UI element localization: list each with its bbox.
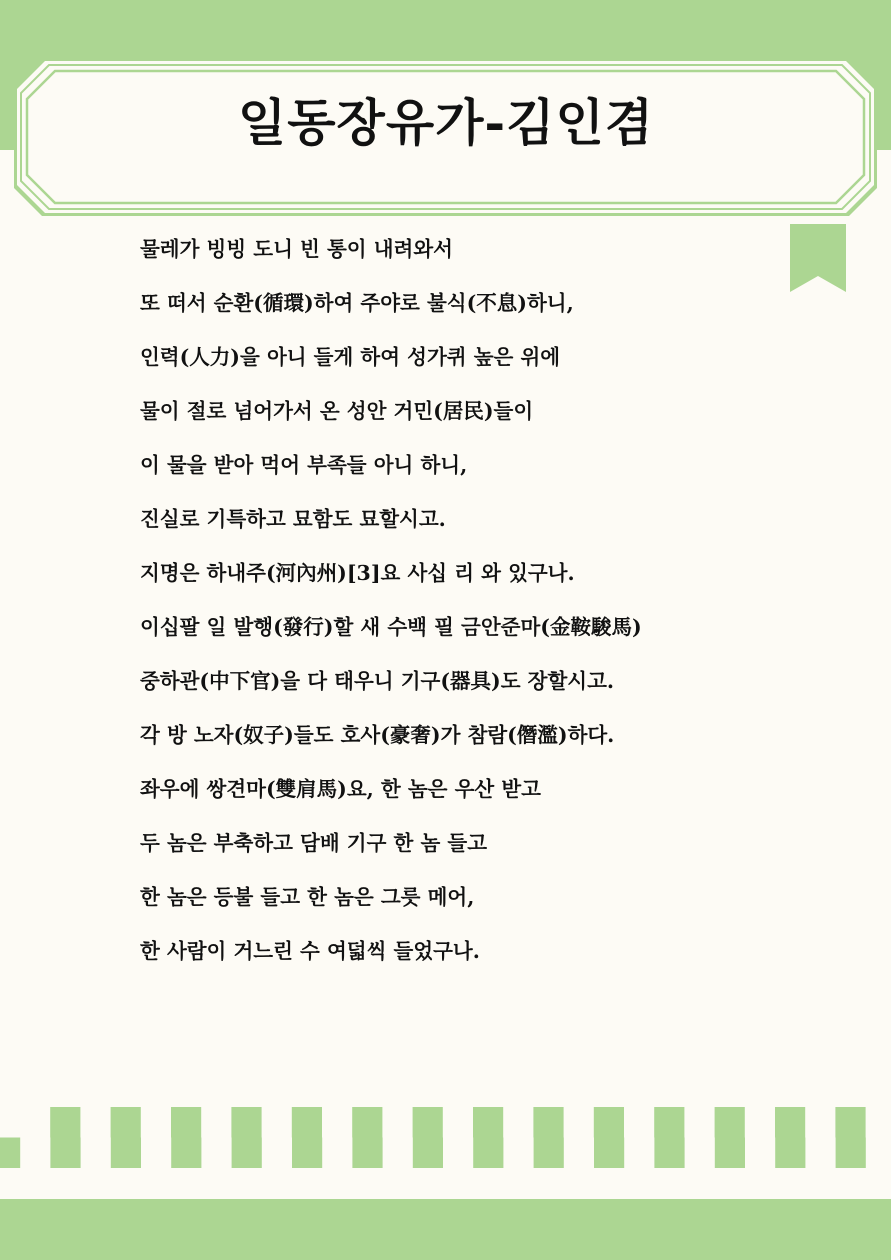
checker-square <box>413 1138 443 1169</box>
poem-line: 인력(人力)을 아니 들게 하여 성가퀴 높은 위에 <box>140 345 561 369</box>
poem-line: 물레가 빙빙 도니 빈 통이 내려와서 <box>140 237 453 261</box>
checker-square <box>292 1107 322 1138</box>
checker-square <box>352 1107 382 1138</box>
checker-square <box>292 1138 322 1169</box>
checker-square <box>654 1138 684 1169</box>
poem-line: 이십팔 일 발행(發行)할 새 수백 필 금안준마(金鞍駿馬) <box>140 615 642 639</box>
checker-square <box>533 1107 563 1138</box>
checker-square <box>775 1107 805 1138</box>
checker-square <box>0 1138 20 1169</box>
checker-square <box>352 1138 382 1169</box>
checker-square <box>775 1138 805 1169</box>
checker-square <box>50 1107 80 1138</box>
checker-square <box>594 1107 624 1138</box>
checker-square <box>473 1107 503 1138</box>
poem-line: 물이 절로 넘어가서 온 성안 거민(居民)들이 <box>140 399 534 423</box>
checkerboard-border <box>0 1107 891 1168</box>
checker-square <box>171 1138 201 1169</box>
checker-square <box>231 1107 261 1138</box>
bottom-green-band <box>0 1199 891 1260</box>
checker-square <box>473 1138 503 1169</box>
checker-square <box>171 1107 201 1138</box>
poem-line: 이 물을 받아 먹어 부족들 아니 하니, <box>140 453 468 477</box>
page-title: 일동장유가-김인겸 <box>237 93 655 152</box>
checker-square <box>715 1138 745 1169</box>
checker-square <box>111 1138 141 1169</box>
poem-line: 한 사람이 거느린 수 여덟씩 들었구나. <box>140 939 480 963</box>
checker-square <box>594 1138 624 1169</box>
poem-line: 또 떠서 순환(循環)하여 주야로 불식(不息)하니, <box>140 291 574 315</box>
poem-line: 각 방 노자(奴子)들도 호사(豪奢)가 참람(僭濫)하다. <box>140 723 615 747</box>
checker-square <box>232 1138 262 1169</box>
checker-square <box>835 1107 865 1138</box>
checker-square <box>654 1107 684 1138</box>
checker-square <box>715 1107 745 1138</box>
poem-line: 한 놈은 등불 들고 한 놈은 그릇 메어, <box>140 885 475 909</box>
poem-line: 중하관(中下官)을 다 태우니 기구(器具)도 장할시고. <box>140 669 615 693</box>
poem-line: 지명은 하내주(河內州)[3]요 사십 리 와 있구나. <box>140 561 575 585</box>
checker-square <box>50 1138 80 1169</box>
poem-line: 좌우에 쌍견마(雙肩馬)요, 한 놈은 우산 받고 <box>140 777 541 801</box>
checker-square <box>836 1138 866 1169</box>
poem-line: 두 놈은 부축하고 담배 기구 한 놈 들고 <box>140 831 488 855</box>
poem-body <box>140 232 840 988</box>
checker-square <box>534 1138 564 1169</box>
checker-square <box>413 1107 443 1138</box>
checker-square <box>111 1107 141 1138</box>
poem-line: 진실로 기특하고 묘함도 묘할시고. <box>140 507 446 531</box>
